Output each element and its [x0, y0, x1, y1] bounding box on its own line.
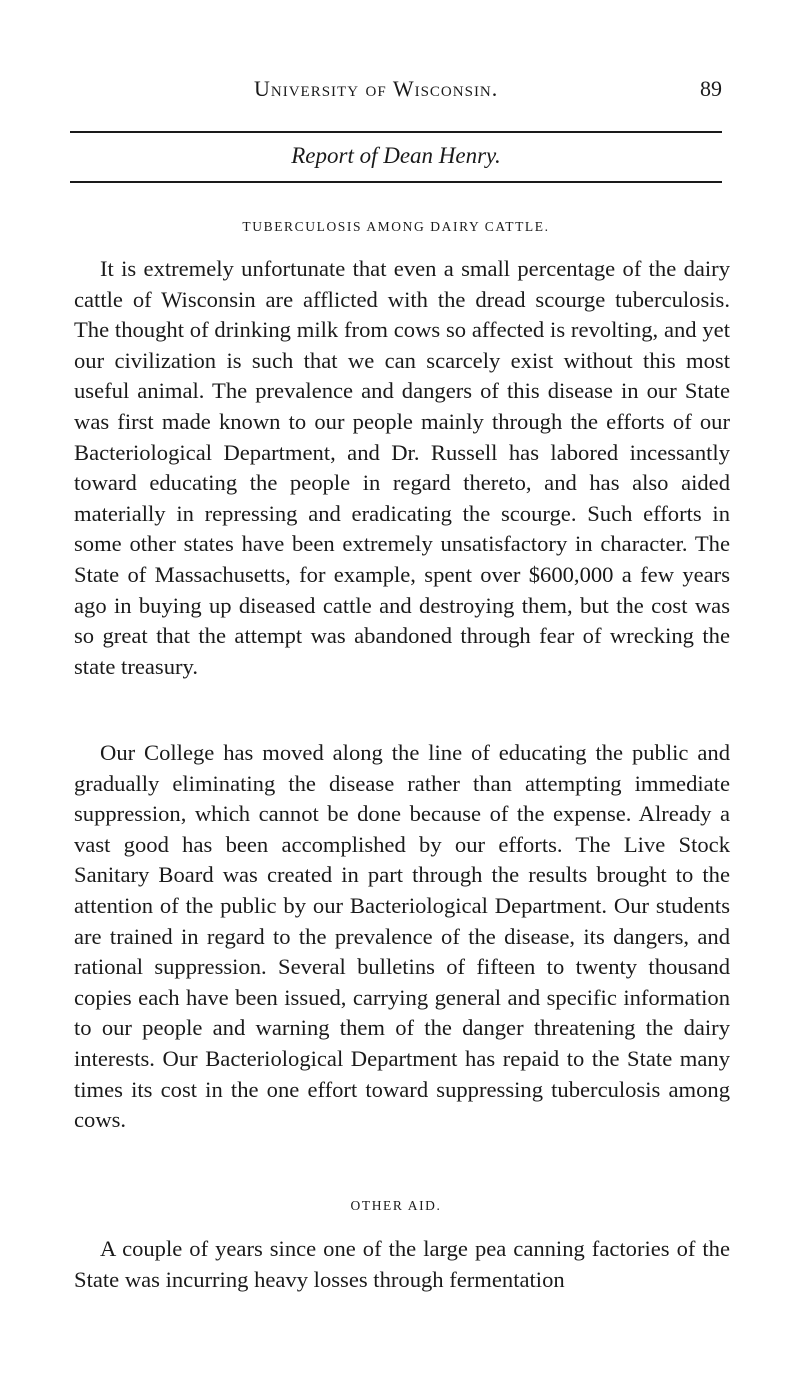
page-number: 89	[700, 76, 722, 101]
paragraph: Our College has moved along the line of educating the public and gradually eliminating the disease rather than attempting immediate suppression, which cannot be done because of the expense. Already a vast good has been accomplished by our efforts. The Live Stock Sanitary Board was created in part through the results brought to the attention of the public by our Bacteriological Department. Our students are trained in regard to the prevalence of the disease, its dangers, and rational suppression. Several bulletins of fifteen to twenty thousand copies each have been issued, carrying general and specific information to our people and warning them of the danger threatening the dairy interests. Our Bacteriological Department has repaid to the State many times its cost in the one effort toward suppressing tuberculosis among cows.	[74, 740, 730, 1133]
paragraph: It is extremely unfortunate that even a small percentage of the dairy cattle of Wisconsin are afflicted with the dread scourge tuberculosis. The thought of drinking milk from cows so affected is revolting, and yet our civilization is such that we can scarcely exist without this most useful animal. The prevalence and dangers of this disease in our State was first made known to our people mainly through the efforts of our Bacteriological Department, and Dr. Russell has labored incessantly toward educating the people in regard thereto, and has also aided materially in repressing and eradicating the scourge. Such efforts in some other states have been extremely unsatisfactory in character. The State of Massachusetts, for example, spent over $600,000 a few years ago in buying up diseased cattle and destroying them, but the cost was so great that the attempt was abandoned through fear of wrecking the state treasury.	[74, 256, 730, 679]
top-rule	[70, 131, 722, 133]
section-heading-other-aid: OTHER AID.	[350, 1198, 442, 1213]
paragraph: A couple of years since one of the large pea canning factories of the State was incurring heavy losses through fermentation	[74, 1236, 730, 1292]
page-header	[70, 76, 722, 110]
report-title: Report of Dean Henry.	[291, 143, 501, 168]
section-heading-tuberculosis: TUBERCULOSIS AMONG DAIRY CATTLE.	[242, 219, 550, 234]
running-head: University of Wisconsin.	[254, 76, 499, 101]
bottom-rule	[70, 181, 722, 183]
